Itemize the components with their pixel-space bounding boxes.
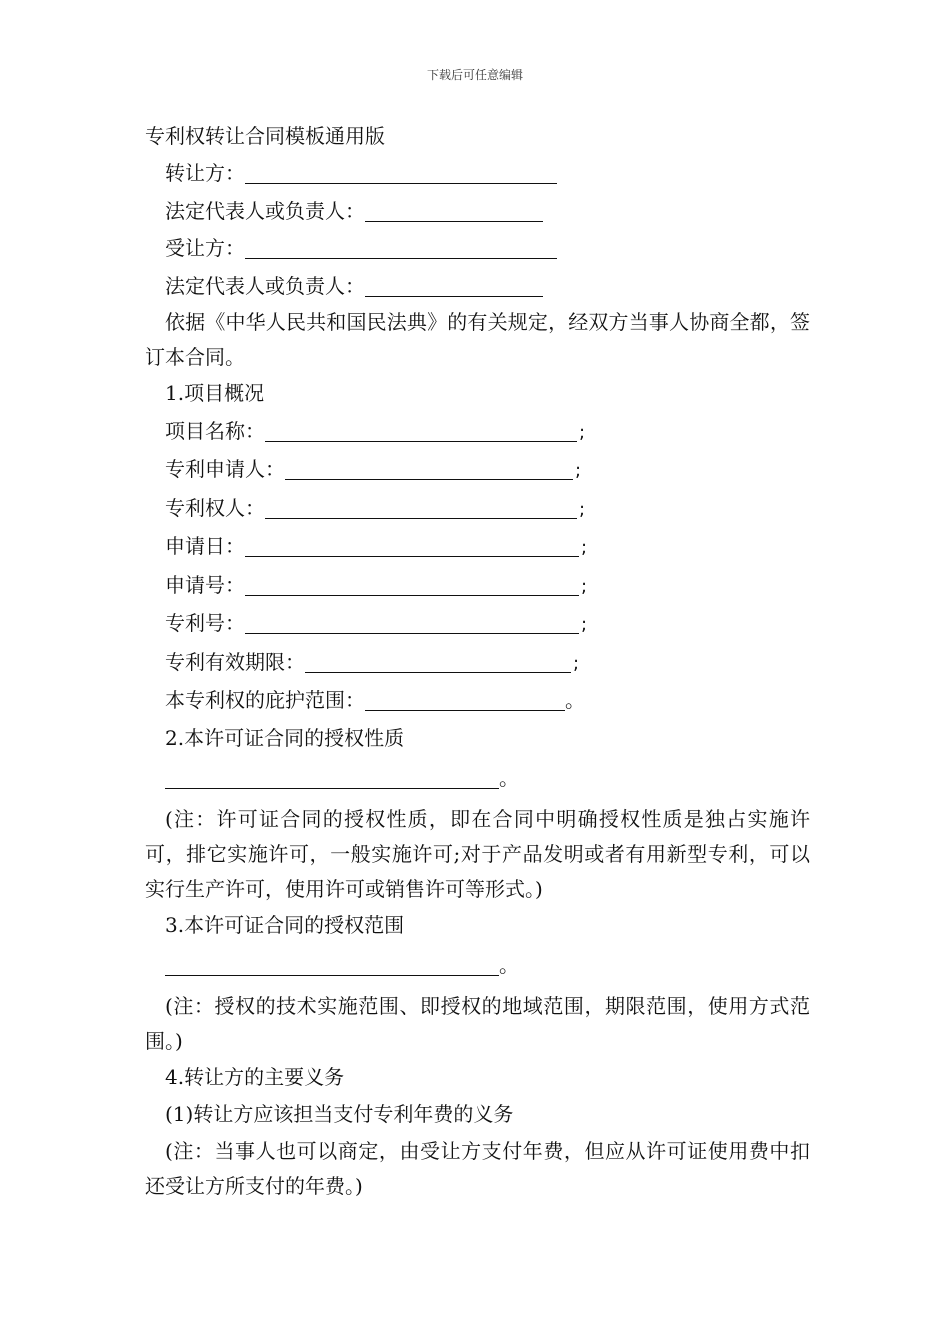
fill-blank[interactable] xyxy=(265,494,577,519)
party-transferor xyxy=(145,155,810,193)
intro-paragraph: 依据《中华人民共和国民法典》的有关规定，经双方当事人协商全都，签订本合同。 xyxy=(145,310,810,369)
contract-document xyxy=(145,118,810,1204)
party-transferee xyxy=(145,230,810,268)
field-label: 专利号： xyxy=(165,611,245,635)
field-label: 法定代表人或负责人： xyxy=(165,273,365,298)
field-patent-applicant xyxy=(145,451,810,490)
field-end: ; xyxy=(581,537,588,558)
field-label: 法定代表人或负责人： xyxy=(165,198,365,223)
field-label: 受让方： xyxy=(165,236,245,260)
fill-blank[interactable] xyxy=(245,234,557,259)
field-end: ; xyxy=(581,575,588,597)
fill-blank[interactable] xyxy=(245,159,557,184)
field-end: 。 xyxy=(499,766,519,790)
fill-blank[interactable] xyxy=(165,951,499,976)
fill-blank[interactable] xyxy=(365,272,543,297)
fill-blank[interactable] xyxy=(365,686,565,711)
section-heading: 2.本许可证合同的授权性质 xyxy=(165,725,405,750)
field-label: 转让方： xyxy=(165,161,245,185)
fill-blank[interactable] xyxy=(245,609,579,634)
section-note: (注：授权的技术实施范围、即授权的地域范围，期限范围，使用方式范围。) xyxy=(145,993,810,1053)
section-blank-line xyxy=(145,947,810,985)
field-application-number xyxy=(145,567,810,606)
section-heading: 4.转让方的主要义务 xyxy=(165,1064,345,1089)
field-label: 本专利权的庇护范围： xyxy=(165,688,365,712)
fill-blank[interactable] xyxy=(245,571,579,596)
document-title: 专利权转让合同模板通用版 xyxy=(145,124,385,148)
field-application-date xyxy=(145,528,810,567)
field-end: ; xyxy=(579,498,586,520)
party-transferor-representative xyxy=(145,193,810,231)
fill-blank[interactable] xyxy=(365,197,543,222)
section-note: (注：许可证合同的授权性质，即在合同中明确授权性质是独占实施许可，排它实施许可，一般实施许可;对于产品发明或者有用新型专利，可以实行生产许可，使用许可或销售许可等形式。) xyxy=(145,806,810,901)
field-protection-scope xyxy=(145,682,810,720)
section-note: (注：当事人也可以商定，由受让方支付年费，但应从许可证使用费中扣还受让方所支付的年费。) xyxy=(145,1138,810,1198)
field-project-name xyxy=(145,413,810,452)
field-end: ; xyxy=(581,614,588,635)
fill-blank[interactable] xyxy=(285,455,573,480)
fill-blank[interactable] xyxy=(245,532,579,557)
field-patentee xyxy=(145,490,810,529)
section-heading: 3.本许可证合同的授权范围 xyxy=(165,912,405,937)
field-label: 申请日： xyxy=(165,534,245,558)
field-label: 专利权人： xyxy=(165,495,265,520)
field-label: 申请号： xyxy=(165,572,245,597)
field-label: 专利申请人： xyxy=(165,457,285,481)
fill-blank[interactable] xyxy=(305,648,571,673)
field-patent-number xyxy=(145,605,810,644)
fill-blank[interactable] xyxy=(165,764,499,789)
field-end: ; xyxy=(573,652,580,674)
field-end: ; xyxy=(575,460,582,481)
field-validity-period xyxy=(145,644,810,683)
section-blank-line xyxy=(145,760,810,798)
field-end: 。 xyxy=(565,688,585,712)
field-end: 。 xyxy=(499,953,519,977)
party-transferee-representative xyxy=(145,268,810,306)
field-end: ; xyxy=(579,421,586,443)
section-heading: 1.项目概况 xyxy=(165,381,265,405)
field-label: 项目名称： xyxy=(165,418,265,443)
field-label: 专利有效期限： xyxy=(165,649,305,674)
fill-blank[interactable] xyxy=(265,417,577,442)
obligation-item: (1)转让方应该担当支付专利年费的义务 xyxy=(165,1102,514,1126)
page-header-note: 下载后可任意编辑 xyxy=(426,68,523,82)
